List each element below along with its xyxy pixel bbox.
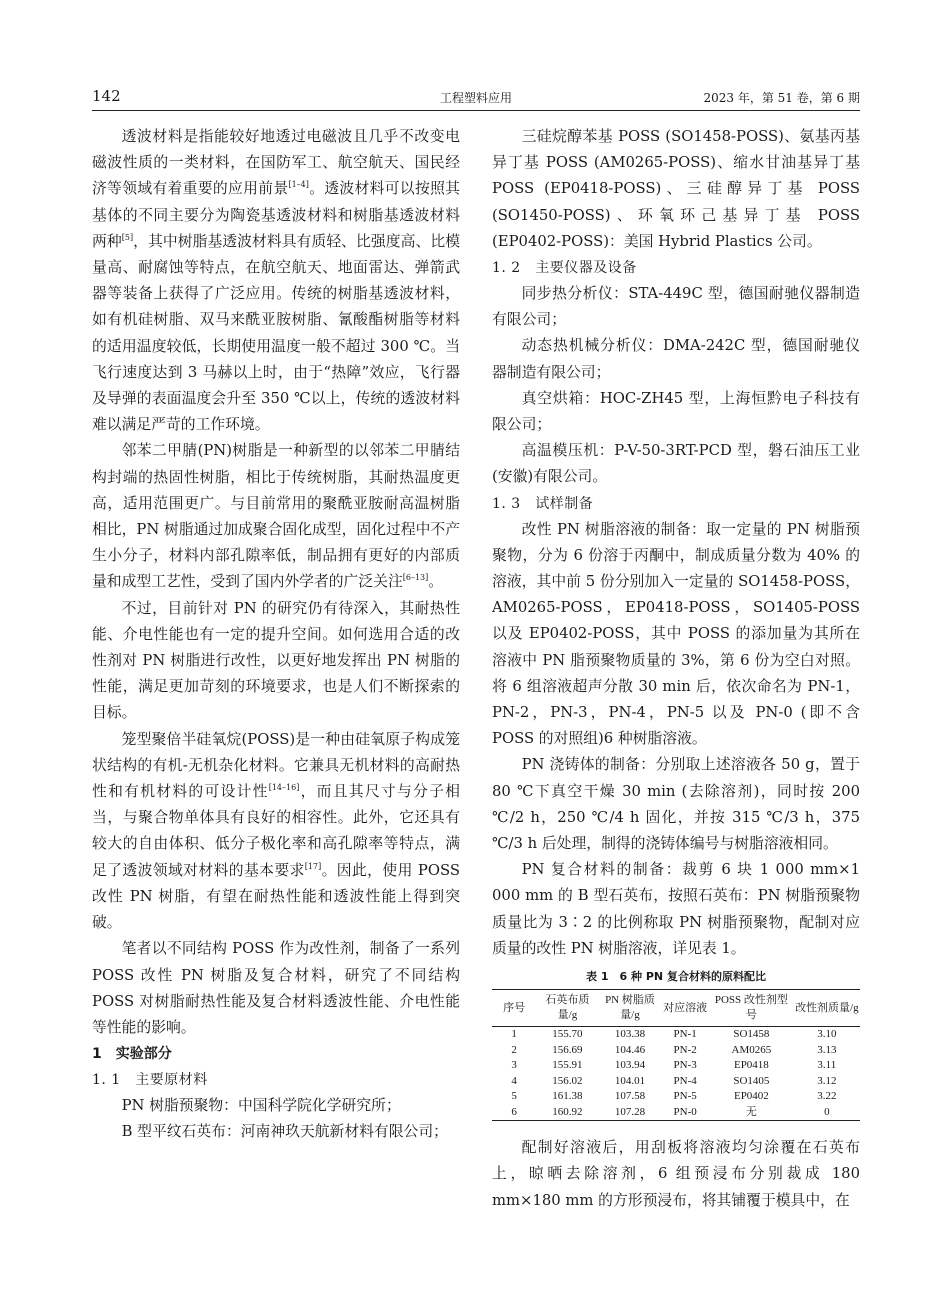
table-header-cell: 序号: [492, 990, 536, 1027]
equipment-item-2: 动态热机械分析仪：DMA-242C 型，德国耐驰仪器制造有限公司；: [492, 337, 860, 381]
right-column: [492, 124, 860, 1214]
table-header-cell: 改性剂质量/g: [794, 990, 860, 1027]
table-cell: SO1405: [733, 1074, 770, 1087]
prep-paragraph-2: PN 浇铸体的制备：分别取上述溶液各 50 g，置于 80 ℃下真空干燥 30 min (去除溶剂)，同时按 200 ℃/2 h，250 ℃/4 h 固化，并按 315 ℃/3 h，375 ℃/3 h 后处理，制得的浇铸体编号与树脂溶液相同。: [492, 756, 860, 853]
table-cell: PN-5: [673, 1090, 697, 1103]
table-cell: 1: [511, 1028, 517, 1041]
intro-paragraph-3: 不过，目前针对 PN 的研究仍有待深入，其耐热性能、介电性能也有一定的提升空间。如何选用合适的改性剂对 PN 树脂进行改性，以更好地发挥出 PN 树脂的性能，满足更加苛刻的环境要求，也是人们不断探索的目标。: [92, 599, 460, 722]
table-cell: PN-1: [673, 1028, 697, 1041]
prep-paragraph-1: 改性 PN 树脂溶液的制备：取一定量的 PN 树脂预聚物，分为 6 份溶于丙酮中，制成质量分数为 40% 的溶液，其中前 5 份分别加入一定量的 SO1458-POSS，AM0265-POSS，EP0418-POSS，SO1405-POSS 以及 EP0402-POSS，其中 POSS 的添加量为其所在溶液中 PN 脂预聚物质量的 3%，第 6 份为空白对照。将 6 组溶液超声分散 30 min 后，依次命名为 PN-1，PN-2，PN-3，PN-4，PN-5 以及 PN-0 (即不含 POSS 的对照组)6 种树脂溶液。: [492, 520, 860, 748]
table-cell: 107.28: [599, 1105, 662, 1121]
table-row: [492, 1089, 860, 1105]
table-cell: 103.38: [614, 1028, 646, 1041]
table-row: [492, 1074, 860, 1090]
page-header: [92, 84, 860, 111]
intro-paragraph-2: 邻苯二甲腈(PN)树脂是一种新型的以邻苯二甲腈结构封端的热固性树脂，相比于传统树脂，其耐热温度更高，适用范围更广。与目前常用的聚酰亚胺耐高温树脂相比，PN 树脂通过加成聚合固化成型，固化过程中不产生小分子，材料内部孔隙率低，制品拥有更好的内部质量和成型工艺性，受到了国内外学者的广泛关注[6–13]。: [92, 442, 460, 591]
material-item-2: B 型平纹石英布：河南神玖天航新材料有限公司；: [121, 1123, 448, 1141]
left-column: [92, 124, 460, 1146]
prep-paragraph-3: PN 复合材料的制备：裁剪 6 块 1 000 mm×1 000 mm 的 B 型石英布，按照石英布：PN 树脂预聚物质量比为 3∶2 的比例称取 PN 树脂预聚物，配制对应质量的改性 PN 树脂溶液，详见表 1。: [492, 861, 860, 957]
table-cell: 104.46: [614, 1043, 646, 1056]
section-heading-1: 1 实验部分: [92, 1046, 172, 1063]
table-cell: 156.69: [552, 1043, 583, 1056]
table-row: [492, 1027, 860, 1043]
table-cell: 3.13: [817, 1043, 837, 1056]
table-cell: PN-3: [673, 1059, 697, 1072]
material-item-3: 三硅烷醇苯基 POSS (SO1458-POSS)、氨基丙基异丁基 POSS (AM0265-POSS)、缩水甘油基异丁基 POSS (EP0418-POSS)、三硅醇异丁基 POSS (SO1450-POSS)、环氧环己基异丁基 POSS (EP0402-POSS)：美国 Hybrid Plastics 公司。: [492, 128, 860, 250]
table-cell: 3.10: [817, 1028, 837, 1041]
table-row: [492, 1058, 860, 1074]
table-cell: 3.22: [817, 1090, 837, 1103]
table-row: [492, 1043, 860, 1059]
material-item-1: PN 树脂预聚物：中国科学院化学研究所；: [121, 1097, 401, 1115]
prep-paragraph-4: 配制好溶液后，用刮板将溶液均匀涂覆在石英布上，晾晒去除溶剂，6 组预浸布分别裁成 180 mm×180 mm 的方形预浸布，将其铺覆于模具中，在: [492, 1139, 860, 1209]
table-header-cell: PN 树脂质量/g: [599, 990, 662, 1027]
page-number: 142: [92, 87, 121, 105]
table-header-row: [492, 990, 860, 1027]
table-cell: PN-2: [673, 1043, 697, 1056]
table-cell: 4: [511, 1074, 517, 1087]
volume-info: 2023 年，第 51 卷，第 6 期: [703, 91, 860, 105]
table-cell: 3.11: [817, 1059, 837, 1072]
table-cell: 0: [794, 1105, 860, 1121]
table-cell: EP0418: [733, 1059, 769, 1072]
table-cell: 107.58: [614, 1090, 646, 1103]
table-cell: PN-0: [661, 1105, 709, 1121]
table-cell: 3.12: [817, 1074, 837, 1087]
spacer: [492, 1121, 860, 1135]
table-cell: 160.92: [536, 1105, 599, 1121]
table-cell: 6: [492, 1105, 536, 1121]
table-header-cell: 对应溶液: [661, 990, 709, 1027]
table-header-cell: POSS 改性剂型号: [709, 990, 794, 1027]
table-cell: 155.70: [552, 1028, 583, 1041]
formulation-table: [492, 989, 860, 1121]
intro-paragraph-1: 透波材料是指能较好地透过电磁波且几乎不改变电磁波性质的一类材料，在国防军工、航空航天、国民经济等领域有着重要的应用前景[1–4]。透波材料可以按照其基体的不同主要分为陶瓷基透波材料和树脂基透波材料两种[5]，其中树脂基透波材料具有质轻、比强度高、比模量高、耐腐蚀等特点，在航空航天、地面雷达、弹箭武器等装备上获得了广泛应用。传统的树脂基透波材料，如有机硅树脂、双马来酰亚胺树脂、氰酸酯树脂等材料的适用温度较低，长期使用温度一般不超过 300 ℃。当飞行速度达到 3 马赫以上时，由于“热障”效应，飞行器及导弹的表面温度会升至 350 ℃以上，传统的透波材料难以满足严苛的工作环境。: [92, 128, 460, 434]
table-cell: 无: [709, 1105, 794, 1121]
intro-paragraph-4: 笼型聚倍半硅氧烷(POSS)是一种由硅氧原子构成笼状结构的有机-无机杂化材料。它兼具无机材料的高耐热性和有机材料的可设计性[14–16]，而且其尺寸与分子相当，与聚合物单体具有良好的相容性。此外，它还具有较大的自由体积、低分子极化率和高孔隙率等特点，满足了透波领域对材料的基本要求[17]。因此，使用 POSS 改性 PN 树脂，有望在耐热性能和透波性能上得到突破。: [92, 730, 460, 932]
table-row: [492, 1105, 860, 1121]
table-cell: 103.94: [614, 1059, 646, 1072]
table-cell: 155.91: [552, 1059, 583, 1072]
journal-title: 工程塑料应用: [439, 91, 512, 105]
table-cell: PN-4: [673, 1074, 697, 1087]
table-cell: SO1458: [733, 1028, 770, 1041]
equipment-item-1: 同步热分析仪：STA-449C 型，德国耐驰仪器制造有限公司；: [492, 285, 860, 329]
table-header-cell: 石英布质量/g: [536, 990, 599, 1027]
table-cell: 2: [511, 1043, 517, 1056]
intro-paragraph-5: 笔者以不同结构 POSS 作为改性剂，制备了一系列 POSS 改性 PN 树脂及复合材料，研究了不同结构 POSS 对树脂耐热性能及复合材料透波性能、介电性能等性能的影响。: [92, 940, 460, 1036]
table-cell: AM0265: [731, 1043, 772, 1056]
equipment-item-3: 真空烘箱：HOC-ZH45 型，上海恒黔电子科技有限公司；: [492, 389, 860, 434]
table-cell: 3: [511, 1059, 517, 1072]
table-cell: EP0402: [733, 1090, 769, 1103]
table-caption: 表 1 6 种 PN 复合材料的原料配比: [586, 970, 766, 984]
equipment-item-4: 高温模压机：P-V-50-3RT-PCD 型，磐石油压工业(安徽)有限公司。: [492, 442, 860, 486]
subsection-heading-1-2: 1. 2 主要仪器及设备: [492, 260, 637, 277]
subsection-heading-1-1: 1. 1 主要原材料: [92, 1072, 208, 1089]
subsection-heading-1-3: 1. 3 试样制备: [492, 495, 594, 512]
table-cell: 5: [511, 1090, 517, 1103]
table-cell: 161.38: [552, 1090, 583, 1103]
table-cell: 156.02: [552, 1074, 583, 1087]
table-cell: 104.01: [614, 1074, 646, 1087]
